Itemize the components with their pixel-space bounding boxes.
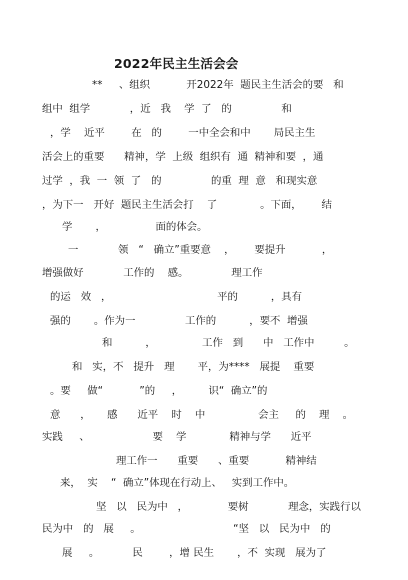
text-line: 民为中 的 展 。 “坚 以 民为中 的 bbox=[42, 523, 331, 535]
text-line: ，学 近平 在 的 一中全会和中 局民主生 bbox=[50, 127, 316, 139]
text-line: 活会上的重要 精神，学 上级 组织有 通 精神和要 ，通 bbox=[42, 151, 324, 163]
text-line: 学 ， 面的体会。 bbox=[62, 221, 208, 233]
text-line: 一 领 “ 确立”重要意 ， 要提升 ， bbox=[68, 244, 333, 256]
text-line: 展 。 民 ，增 民生 ，不 实现 展为了 bbox=[62, 547, 327, 559]
text-line: 来， 实 “ 确立”体现在行动上、 实到工作中。 bbox=[60, 477, 295, 489]
text-line: 组中 组学 ，近 我 学 了 的 和 bbox=[42, 103, 292, 115]
text-line: 过学 ，我 一 领 了 的 的重 理 意 和现实意 bbox=[42, 175, 318, 187]
text-line: 的运 效 ， 平的 ，具有 bbox=[50, 291, 303, 303]
text-line: ，为下一 开好 题民主生活会打 了 。下面， 结 bbox=[42, 199, 332, 211]
text-line: 意 ， 感 近平 时 中 会主 的 理 。 bbox=[50, 409, 354, 421]
text-line: 理工作一 重要 、重要 精神结 bbox=[116, 455, 317, 467]
text-line: ** 、组织 开2022年 题民主生活会的要 和 bbox=[92, 79, 344, 91]
text-line: 实践 、 要 学 精神与学 近平 bbox=[42, 431, 312, 443]
text-line: 增强做好 工作的 感。 理工作 bbox=[42, 267, 263, 279]
text-line: 和 实，不 提升 理 平，为**** 展提 重要 bbox=[72, 361, 315, 373]
document-title: 2022年民主生活会会 bbox=[114, 56, 239, 71]
text-line: 强的 。作为一 工作的 ，要不 增强 bbox=[50, 315, 308, 327]
text-line: 。要 做“ ”的 ， 识“ 确立”的 bbox=[50, 385, 268, 397]
text-line: 和 ， 工作 到 中 工作中 。 bbox=[102, 337, 355, 349]
text-line: 坚 以 民为中 ， 要树 理念，实践行以 bbox=[96, 501, 361, 513]
